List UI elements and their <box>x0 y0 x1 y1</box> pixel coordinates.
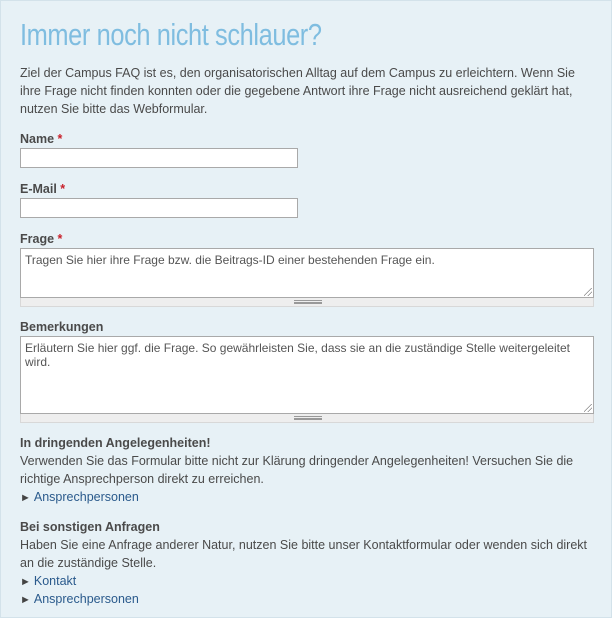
contacts-link[interactable]: Ansprechpersonen <box>33 490 139 504</box>
question-label-text: Frage <box>20 232 55 246</box>
textarea-grip[interactable] <box>20 298 594 307</box>
email-label <box>20 182 65 196</box>
email-label-text: E-Mail <box>20 182 57 196</box>
name-input[interactable] <box>20 148 298 168</box>
intro-text: Ziel der Campus FAQ ist es, den organisatorischen Alltag auf dem Campus zu erleichtern. Wenn Sie ihre Frage nicht finden konnten oder die gegebene Antwort ihre Frage nicht ausreichend geklärt hat, nutzen Sie bitte das Webformular. <box>20 66 575 116</box>
contacts-link[interactable]: Ansprechpersonen <box>33 592 139 606</box>
arrow-right-icon: ► <box>20 492 31 504</box>
other-link-contacts[interactable] <box>20 592 139 606</box>
question-placeholder: Tragen Sie hier ihre Frage bzw. die Beitrags-ID einer bestehenden Frage ein. <box>25 253 435 267</box>
remarks-label-text: Bemerkungen <box>20 320 104 334</box>
remarks-placeholder: Erläutern Sie hier ggf. die Frage. So gewährleisten Sie, dass sie an die zuständige Stelle weitergeleitet wird. <box>25 341 570 369</box>
name-label <box>20 132 62 146</box>
page-title: Immer noch nicht schlauer? <box>20 17 322 52</box>
name-label-text: Name <box>20 132 55 146</box>
required-marker: * <box>57 132 63 146</box>
arrow-right-icon: ► <box>20 594 31 606</box>
contact-form-link[interactable]: Kontakt <box>33 574 77 588</box>
resize-handle-icon[interactable] <box>584 404 592 412</box>
required-marker: * <box>60 182 66 196</box>
remarks-field <box>20 336 594 423</box>
question-field <box>20 248 594 307</box>
arrow-right-icon: ► <box>20 576 31 588</box>
urgent-heading: In dringenden Angelegenheiten! <box>20 436 211 450</box>
textarea-grip[interactable] <box>20 414 594 423</box>
resize-handle-icon[interactable] <box>584 288 592 296</box>
remarks-textarea[interactable] <box>20 336 594 414</box>
urgent-text: Verwenden Sie das Formular bitte nicht zur Klärung dringender Angelegenheiten! Versuchen Sie die richtige Ansprechperson direkt zu erreichen. <box>20 454 574 486</box>
email-input[interactable] <box>20 198 298 218</box>
required-marker: * <box>57 232 63 246</box>
remarks-label <box>20 320 103 334</box>
other-heading: Bei sonstigen Anfragen <box>20 520 160 534</box>
question-textarea[interactable] <box>20 248 594 298</box>
question-label <box>20 232 62 246</box>
other-link-contact[interactable] <box>20 574 76 588</box>
urgent-link-contacts[interactable] <box>20 490 139 504</box>
other-text: Haben Sie eine Anfrage anderer Natur, nutzen Sie bitte unser Kontaktformular oder wenden sich direkt an die zuständige Stelle. <box>20 538 588 570</box>
